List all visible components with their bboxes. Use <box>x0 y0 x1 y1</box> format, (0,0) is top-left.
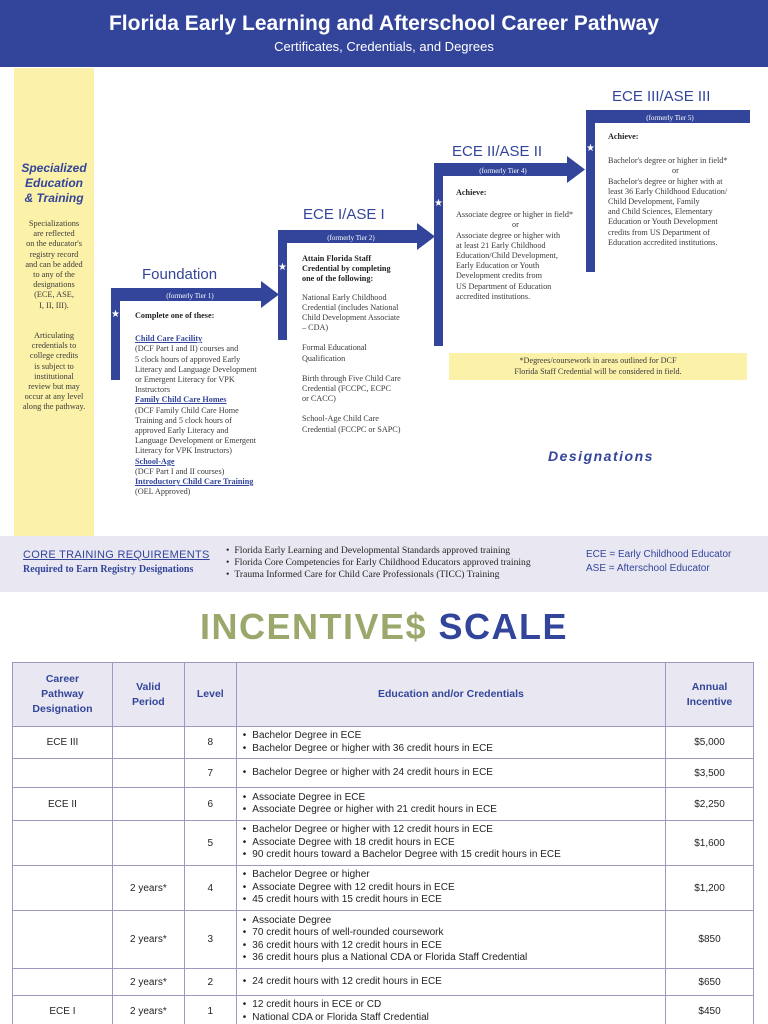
table-row: ECE II 6 • Associate Degree in ECE • Associate Degree or higher with 21 credit hours in ECE $2,250 <box>13 788 754 821</box>
specialized-text-1: Specializations are reflected on the educator's registry record and can be added to any of the designations (ECE, ASE, I, II, III). <box>25 219 83 310</box>
table-row: ECE III 8 • Bachelor Degree in ECE • Bachelor Degree or higher with 36 credit hours in ECE $5,000 <box>13 727 754 759</box>
list-item: • Florida Core Competencies for Early Childhood Educators approved training <box>226 557 531 569</box>
ece1-requirements: Attain Florida Staff Credential by completing one of the following: National Early Childhood Credential (includes National Child Development Associate – CDA) Formal Educational Qualification Birth through Five Child Care Credential (FCCPC, ECPC or CACC) School-Age Child Care Credential (FCCPC or SAPC) <box>302 254 401 434</box>
core-training-band <box>0 536 768 592</box>
incentives-scale-title: INCENTIVE$ SCALE <box>199 606 569 647</box>
ece1-arrowhead <box>417 223 435 250</box>
table-row: 2 years* 4 • Bachelor Degree or higher • Associate Degree with 12 credit hours in ECE • 45 credit hours with 15 credit hours in ECE $1,200 <box>13 866 754 911</box>
header-valid-period: Valid Period <box>112 663 184 727</box>
list-item: • Florida Early Learning and Developmental Standards approved training <box>226 545 531 557</box>
table-row: 5 • Bachelor Degree or higher with 12 credit hours in ECE • Associate Degree with 18 credit hours in ECE • 90 credit hours toward a Bachelor Degree with 15 credit hours in ECE $1,600 <box>13 821 754 866</box>
stage-title-ece2: ECE II/ASE II <box>452 143 543 160</box>
specialized-title: Specialized Education & Training <box>21 161 87 205</box>
header-education: Education and/or Credentials <box>236 663 665 727</box>
tier-label-foundation: (formerly Tier 1) <box>166 292 214 300</box>
list-item: • Trauma Informed Care for Child Care Professionals (TICC) Training <box>226 569 531 581</box>
foundation-stem <box>111 288 120 380</box>
table-row: 2 years* 2 • 24 credit hours with 12 credit hours in ECE $650 <box>13 969 754 996</box>
school-age-link[interactable]: School-Age <box>135 456 175 466</box>
core-training-subheading: Required to Earn Registry Designations <box>23 564 194 575</box>
ece3-requirements: Achieve: Bachelor's degree or higher in field* or Bachelor's degree or higher with at least 36 Early Childhood Education/ Child Development, Family and Child Sciences, Elementary Education or Youth Development credits from US Department of Education accredited institutions. <box>608 132 728 247</box>
in-field-note: *Degrees/coursework in areas outlined for DCF Florida Staff Credential will be considered in field. <box>449 353 747 380</box>
table-row: 7 • Bachelor Degree or higher with 24 credit hours in ECE $3,500 <box>13 759 754 788</box>
ece1-stem <box>278 230 287 340</box>
header-annual-incentive: Annual Incentive <box>666 663 754 727</box>
stage-title-foundation: Foundation <box>142 266 218 283</box>
child-care-facility-link[interactable]: Child Care Facility <box>135 334 203 344</box>
designations-label: Designations <box>548 448 654 464</box>
incentives-table <box>12 662 754 1024</box>
tier-label-ece2: (formerly Tier 4) <box>479 167 527 175</box>
core-training-heading: CORE TRAINING REQUIREMENTS <box>23 549 210 561</box>
header-level: Level <box>184 663 236 727</box>
introductory-training-link[interactable]: Introductory Child Care Training <box>135 477 254 487</box>
tier-label-ece1: (formerly Tier 2) <box>327 234 375 242</box>
family-child-care-homes-link[interactable]: Family Child Care Homes <box>135 395 227 405</box>
ece-abbreviation: ECE = Early Childhood Educator <box>586 549 732 560</box>
tier-label-ece3: (formerly Tier 5) <box>646 114 694 122</box>
header-designation: Career Pathway Designation <box>13 663 113 727</box>
table-header-row <box>13 663 754 727</box>
core-training-list <box>226 545 531 581</box>
foundation-requirements: Complete one of these: Child Care Facility (DCF Part I and II) courses and 5 clock hours of approved Early Literacy and Language Development or Emergent Literacy for VPK Instructors Family Child Care Homes (DCF Family Child Care Home Training and 5 clock hours of approved Early Literacy and Language Development or Emergent Literacy for VPK Instructors) School-Age (DCF Part I and II courses) Introductory Child Care Training (OEL Approved) <box>135 311 275 497</box>
ece2-requirements: Achieve: Associate degree or higher in field* or Associate degree or higher with at least 21 Early Childhood Education/Child Development, Early Education or Youth Development credits from US Department of Education accredited institutions. <box>456 188 574 301</box>
foundation-arrowhead <box>261 281 279 308</box>
ece2-stem <box>434 163 443 346</box>
ase-abbreviation: ASE = Afterschool Educator <box>586 563 710 574</box>
star-icon: ★ <box>434 198 443 209</box>
specialized-text-2: Articulating credentials to college credits is subject to institutional review but may occur at any level along the pathway. <box>22 331 86 412</box>
stage-title-ece3: ECE III/ASE III <box>612 88 711 105</box>
page-subtitle: Certificates, Credentials, and Degrees <box>274 39 494 54</box>
stage-title-ece1: ECE I/ASE I <box>303 206 385 223</box>
ece2-arrowhead <box>567 156 585 183</box>
star-icon: ★ <box>278 262 287 273</box>
table-row: ECE I 2 years* 1 • 12 credit hours in ECE or CD • National CDA or Florida Staff Credential $450 <box>13 996 754 1024</box>
star-icon: ★ <box>586 143 595 154</box>
table-row: 2 years* 3 • Associate Degree • 70 credit hours of well-rounded coursework • 36 credit hours with 12 credit hours in ECE • 36 credit hours plus a National CDA or Florida Staff Credential $850 <box>13 911 754 969</box>
page-title: Florida Early Learning and Afterschool Career Pathway <box>108 12 660 35</box>
star-icon: ★ <box>111 309 120 320</box>
